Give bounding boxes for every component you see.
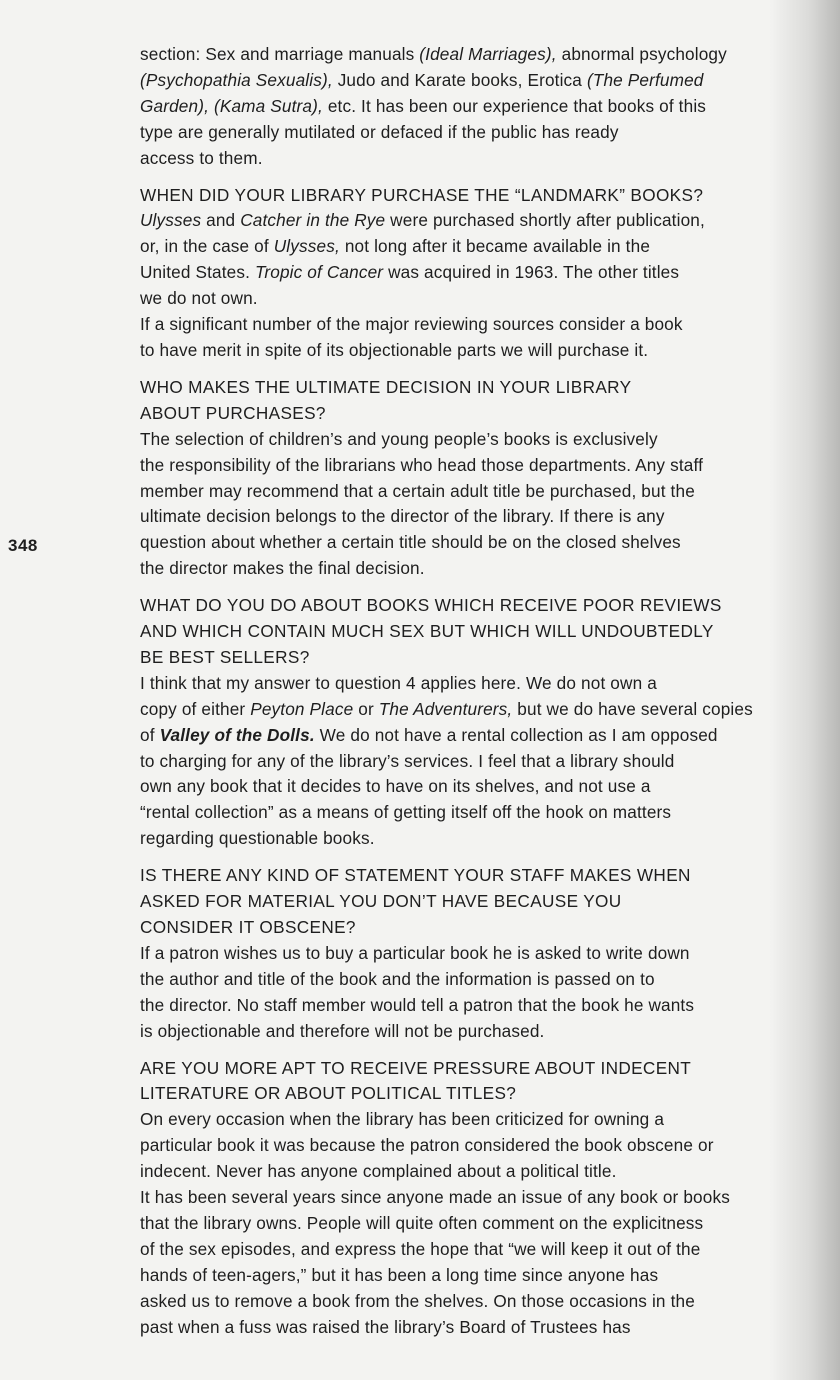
text-line: indecent. Never has anyone complained about a political title.	[140, 1161, 617, 1182]
text-line: “rental collection” as a means of getting itself off the hook on matters	[140, 802, 672, 823]
text-line: Ulysses and Catcher in the Rye were purchased shortly after publication,	[140, 210, 705, 231]
text-line: the director makes the final decision.	[140, 558, 425, 579]
text-line: If a significant number of the major reviewing sources consider a book	[140, 314, 683, 335]
text-line: is objectionable and therefore will not be purchased.	[140, 1020, 545, 1041]
qa-section	[140, 375, 805, 582]
text-line: to have merit in spite of its objectionable parts we will purchase it.	[140, 339, 649, 360]
text-line: we do not own.	[140, 288, 258, 309]
text-line: type are generally mutilated or defaced if the public has ready	[140, 121, 619, 142]
answer-text	[140, 941, 805, 1045]
text-column	[140, 42, 805, 1352]
text-line: Garden), (Kama Sutra), etc. It has been our experience that books of this	[140, 95, 707, 116]
text-line: section: Sex and marriage manuals (Ideal Marriages), abnormal psychology	[140, 44, 727, 64]
question-heading: WHAT DO YOU DO ABOUT BOOKS WHICH RECEIVE POOR REVIEWS AND WHICH CONTAIN MUCH SEX BUT WHICH WILL UNDOUBTEDLY BE BEST SELLERS?	[140, 595, 722, 667]
text-line: It has been several years since anyone made an issue of any book or books	[140, 1187, 730, 1208]
text-line: of Valley of the Dolls. We do not have a rental collection as I am opposed	[140, 724, 718, 745]
text-line: regarding questionable books.	[140, 828, 375, 849]
answer-text	[140, 1107, 805, 1340]
intro-paragraph	[140, 42, 805, 172]
text-line: The selection of children’s and young people’s books is exclusively	[140, 428, 658, 449]
question-heading: WHEN DID YOUR LIBRARY PURCHASE THE “LANDMARK” BOOKS?	[140, 184, 704, 205]
qa-section	[140, 1056, 805, 1341]
text-line: member may recommend that a certain adult title be purchased, but the	[140, 480, 695, 501]
question-heading: IS THERE ANY KIND OF STATEMENT YOUR STAFF MAKES WHEN ASKED FOR MATERIAL YOU DON’T HAVE BECAUSE YOU CONSIDER IT OBSCENE?	[140, 865, 691, 937]
answer-text	[140, 208, 805, 363]
answer-text	[140, 427, 805, 582]
text-line: particular book it was because the patron considered the book obscene or	[140, 1135, 714, 1156]
text-line: (Psychopathia Sexualis), Judo and Karate books, Erotica (The Perfumed	[140, 69, 704, 90]
text-line: United States. Tropic of Cancer was acquired in 1963. The other titles	[140, 262, 680, 283]
question-heading: ARE YOU MORE APT TO RECEIVE PRESSURE ABOUT INDECENT LITERATURE OR ABOUT POLITICAL TITLES?	[140, 1057, 692, 1104]
text-line: past when a fuss was raised the library’s Board of Trustees has	[140, 1316, 631, 1337]
text-line: own any book that it decides to have on its shelves, and not use a	[140, 776, 651, 797]
text-line: to charging for any of the library’s services. I feel that a library should	[140, 750, 675, 771]
qa-section	[140, 863, 805, 1044]
question-heading: WHO MAKES THE ULTIMATE DECISION IN YOUR LIBRARY ABOUT PURCHASES?	[140, 376, 632, 423]
text-line: that the library owns. People will quite often comment on the explicitness	[140, 1212, 704, 1233]
text-line: access to them.	[140, 147, 263, 168]
text-line: of the sex episodes, and express the hope that “we will keep it out of the	[140, 1238, 701, 1259]
text-line: hands of teen-agers,” but it has been a long time since anyone has	[140, 1264, 659, 1285]
text-line: copy of either Peyton Place or The Adventurers, but we do have several copies	[140, 698, 753, 719]
text-line: I think that my answer to question 4 applies here. We do not own a	[140, 672, 657, 693]
text-line: the director. No staff member would tell a patron that the book he wants	[140, 994, 695, 1015]
text-line: asked us to remove a book from the shelves. On those occasions in the	[140, 1290, 695, 1311]
answer-text	[140, 671, 805, 852]
text-line: the author and title of the book and the information is passed on to	[140, 968, 655, 989]
text-line: ultimate decision belongs to the director of the library. If there is any	[140, 506, 665, 527]
text-line: the responsibility of the librarians who head those departments. Any staff	[140, 454, 704, 475]
qa-section	[140, 183, 805, 364]
page-number: 348	[8, 536, 38, 555]
qa-section	[140, 593, 805, 852]
text-line: question about whether a certain title should be on the closed shelves	[140, 532, 681, 553]
text-line: On every occasion when the library has been criticized for owning a	[140, 1109, 665, 1130]
text-line: or, in the case of Ulysses, not long after it became available in the	[140, 236, 651, 257]
text-line: If a patron wishes us to buy a particular book he is asked to write down	[140, 942, 690, 963]
